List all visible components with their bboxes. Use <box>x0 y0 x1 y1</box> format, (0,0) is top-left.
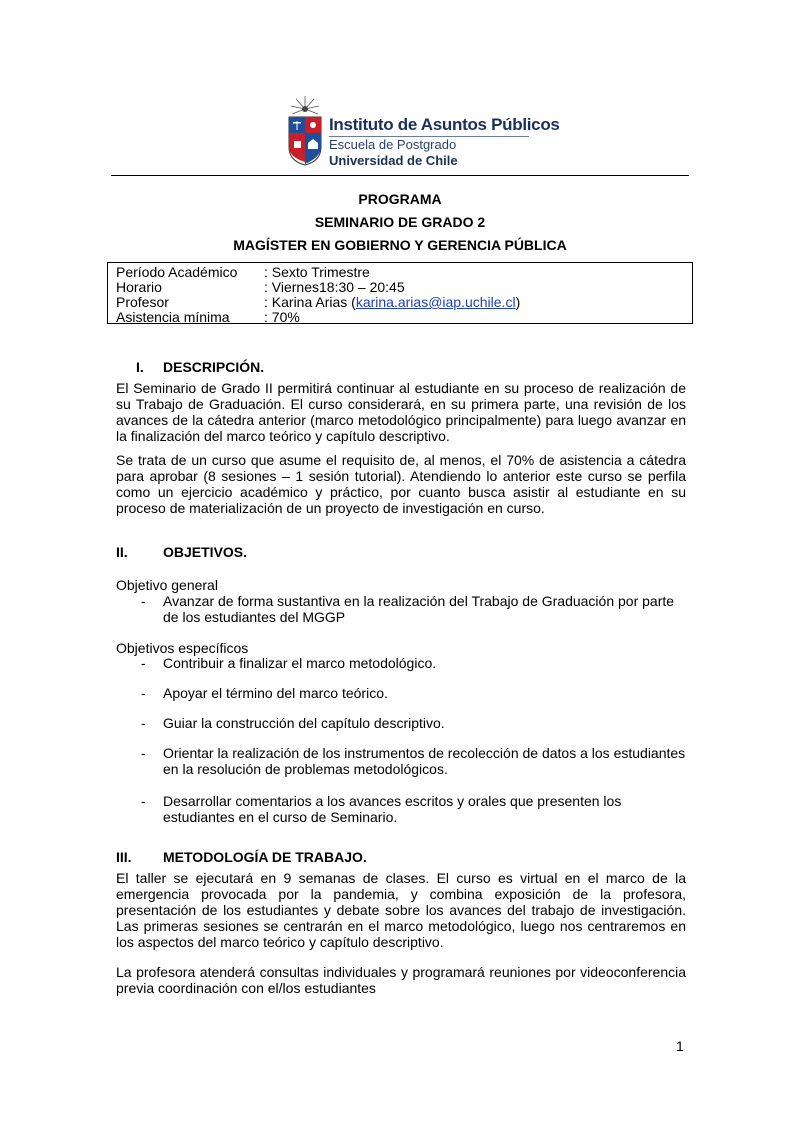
period-value: : Sexto Trimestre <box>264 264 370 280</box>
attendance-label: Asistencia mínima <box>116 309 230 325</box>
university-name: Universidad de Chile <box>329 153 458 168</box>
section1-paragraph-1: El Seminario de Grado II permitirá continuar al estudiante en su proceso de realización de su Trabajo de Graduación. El curso considerará, en su primera parte, una revisión de los avances de la cátedra anterior (marco metodológico principalmente) para luego avanzar en la finalización del marco teórico y capítulo descriptivo. <box>116 380 686 444</box>
schedule-label: Horario <box>116 279 162 295</box>
list-dash: - <box>141 745 146 761</box>
specific-objective-item: Contribuir a finalizar el marco metodológico. <box>163 655 437 671</box>
professor-value <box>264 294 520 310</box>
info-row-professor <box>116 294 521 310</box>
attendance-value: : 70% <box>264 309 300 325</box>
info-row-attendance <box>116 309 300 325</box>
section1-number: I. <box>136 359 144 375</box>
list-dash: - <box>141 655 146 671</box>
list-dash: - <box>141 793 146 809</box>
section3-number: III. <box>116 849 132 865</box>
list-dash: - <box>141 593 146 609</box>
list-dash: - <box>141 685 146 701</box>
section2-number: II. <box>116 544 128 560</box>
course-title: SEMINARIO DE GRADO 2 <box>314 214 486 230</box>
section1-heading: DESCRIPCIÓN. <box>163 359 265 375</box>
general-objective-label: Objetivo general <box>116 577 218 593</box>
professor-email-link[interactable]: karina.arias@iap.uchile.cl <box>355 294 516 310</box>
specific-objective-item: Orientar la realización de los instrumentos de recolección de datos a los estudiantes en la resolución de problemas metodológicos. <box>163 745 686 777</box>
list-dash: - <box>141 715 146 731</box>
professor-name: : Karina Arias ( <box>264 294 356 310</box>
program-title: MAGÍSTER EN GOBIERNO Y GERENCIA PÚBLICA <box>233 237 567 253</box>
specific-objectives-label: Objetivos específicos <box>116 640 249 656</box>
doc-title: PROGRAMA <box>358 191 442 207</box>
page-number: 1 <box>676 1038 684 1054</box>
section2-heading: OBJETIVOS. <box>163 544 248 560</box>
specific-objective-item: Apoyar el término del marco teórico. <box>163 685 388 701</box>
course-info-table <box>107 262 693 324</box>
general-objective-item: Avanzar de forma sustantiva en la realización del Trabajo de Graduación por parte de los estudiantes del MGGP <box>163 593 675 625</box>
header-rule <box>111 175 689 176</box>
professor-close: ) <box>515 294 521 310</box>
schedule-value: : Viernes18:30 – 20:45 <box>264 279 405 295</box>
institution-logo <box>283 95 560 170</box>
section3-paragraph-2: La profesora atenderá consultas individuales y programará reuniones por videoconferencia previa coordinación con el/los estudiantes <box>116 964 686 996</box>
section3-heading: METODOLOGÍA DE TRABAJO. <box>163 849 367 865</box>
specific-objective-item: Guiar la construcción del capítulo descriptivo. <box>163 715 445 731</box>
info-row-schedule <box>116 279 405 295</box>
info-row-period <box>116 264 370 280</box>
professor-label: Profesor <box>116 294 169 310</box>
section1-paragraph-2: Se trata de un curso que asume el requisito de, al menos, el 70% de asistencia a cátedra para aprobar (8 sesiones – 1 sesión tutorial). Atendiendo lo anterior este curso se perfila como un ejercicio académico y práctico, por cuanto busca asistir al estudiante en su proceso de materialización de un proyecto de investigación en curso. <box>116 452 686 516</box>
period-label: Período Académico <box>116 264 238 280</box>
section3-paragraph-1: El taller se ejecutará en 9 semanas de clases. El curso es virtual en el marco de la emergencia provocada por la pandemia, y combina exposición de la profesora, presentación de los estudiantes y debate sobre los avances del trabajo de investigación. Las primeras sesiones se centrarán en el marco metodológico, luego nos centraremos en los aspectos del marco teórico y capítulo descriptivo. <box>116 870 686 950</box>
school-name: Escuela de Postgrado <box>329 137 457 152</box>
crest-icon <box>283 95 327 167</box>
institution-name: Instituto de Asuntos Públicos <box>329 115 560 134</box>
specific-objective-item: Desarrollar comentarios a los avances escritos y orales que presenten los estudiantes en el curso de Seminario. <box>163 793 622 825</box>
